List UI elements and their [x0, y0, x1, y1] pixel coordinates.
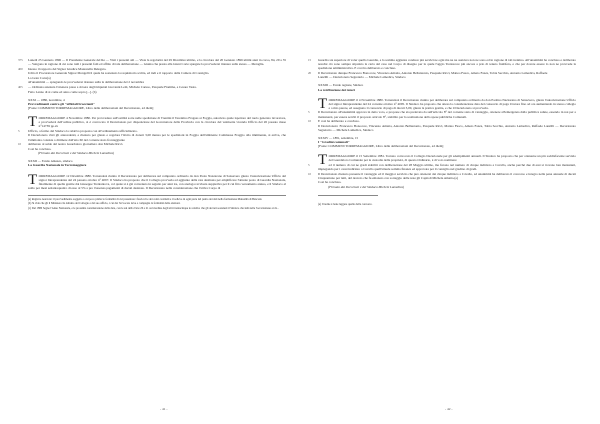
- text-line: [18, 85, 286, 90]
- paragraph-text: ORREMAGGIORE 4 Novembre 1880. Per provvedere sull'ostilità sorte nelle spedizione di Trentini il Tarentino Fragass ai Foggia, autorizzo quale ispettore del ruolo generato lavoratore, e provvederà dell'ordine pubblico, si è convocato il Decurionato per disposizione del Governatore della Provincia con la circolare del ventisette vicenda Ufficio del 26 passato mese n°14739 pp.2a: [38, 116, 286, 129]
- text-line: [28, 80, 286, 84]
- line-number: 15: [308, 58, 312, 62]
- text-line: [28, 133, 286, 141]
- line-text: Ufficio, a fermo del Sindaco la relativa proposta con all'ordinamento ufficializzato.: [28, 128, 138, 133]
- page-number-left: - 41 -: [160, 407, 168, 411]
- drop-cap: T: [28, 171, 38, 188]
- entry-header: XXXII — Fondo Amazzo, sindaco: [28, 159, 73, 164]
- left-page: [18, 58, 286, 211]
- line-text: La Gran Corte(a): [28, 75, 51, 80]
- footnote: (b) Si vide che gli il Ministero ha istituito del Collegio e dal suo ufficio, i cui dai l'avvocato deve a compagna la formalità delle elezioni.: [28, 202, 181, 206]
- footnote: (c) Del 1880 Segno l'Anno Nazionale, e le prossima considerazione della data, con le sui della l'arte 20 e 21 sul riordine degli altri trentacinque lo relativo che gli decreti sostenuti il Sindaco che indi nelle l'accettazione ai di...: [28, 206, 279, 210]
- signature-line: [38, 151, 286, 155]
- line-text: Così ha concluso.: [318, 180, 342, 185]
- line-number: 10: [308, 171, 312, 176]
- paragraph-text: ORREMAGGIORE il 15 Settembre 1881. Tornato convocato il Collegio Decurionale per gli adempimenti annuali. Il Sindaco ha proposto che per ottenerne un più soddisfacente servizio del Guardaloro Comunale per la custodia delle proprietà, di questo Ordinario, è di voto nominare: [328, 154, 576, 163]
- entry-paragraph: [318, 95, 576, 112]
- line-number: 10: [18, 142, 22, 147]
- footnotes: [28, 195, 286, 210]
- paragraph-text: ORREMAGGIORE il 4 Novembre 1880. Tornandosi il Decurionato riunito per deliberare sul computato ordinario da don Paolino Nazzarano di Sansevero, giusta l'autorizzazione Ufficio del signor Intraprendente del 24 corrente ottobre n° 4095. Il Sindaco ha proposto che attesa la considerazione data del consorzio di paga il tutore fino ad ora aumentando in stesso collegio e a mio parere, ed assegnato il consorzio di paga di ducati 3,00, giusta la pratica gestita, e che il Decurionato si provveda.: [328, 97, 576, 110]
- text-line: [318, 180, 576, 184]
- text-line: [308, 171, 576, 180]
- text-line: [28, 71, 286, 75]
- entry-title: La retribuzione dei tutori: [318, 87, 355, 92]
- text-line: [308, 110, 576, 119]
- text-line: [18, 128, 286, 133]
- line-text: Guardia sia superiore di voler quello Guardia, e la somma aggiunta conduce più servizi ne ogni ma ne ne assicura non ne sono ed in ragione di tali trentino. All'unanimità ha concluso e deliberato nonché ciò sono sempre stipulato la carta del caso nel Corpo di disegno per la quale l'aggio Trentacore più ancora a prio di tenuto fruttifera, e che per dovere essere lo non ne provvede la spedizione amministrativa. E così ha deliberato e concluso.: [318, 58, 576, 71]
- line-text: Lanzilli — Decurionato Segretario — Michele Lamedica, Sindaco: [318, 75, 406, 80]
- entry-source: [Fonte: COMMUNI TORREMAGGIORE, Libro delle deliberazioni del Decurionato, ad diem]: [28, 105, 154, 110]
- line-number: 20: [308, 70, 312, 75]
- footnote-rule: [318, 195, 378, 196]
- line-text: Udito il Procuratore Generale Signor Mongelli il quale ha sostenuto la requisitoria scritta, ed indi e il rapporto dalla Camera di Consiglio.: [28, 71, 210, 76]
- text-line: [28, 147, 286, 151]
- footnote: (a) Registro notevole: il provvedimento soggetto a cui poco prima lo formalità di cui presentare i fascicoli e dei conti costituiti e il sollevo in ogni parte del punto dei dati nella formazione Mutualità di Banconi.: [28, 197, 263, 201]
- paragraph-text: ORREMAGGIORE 12 Dicembre 1880. Tornandosi riunito il Decurionato per deliberare sul computato ordinario da don Paolo Nazzarano di Sansevero giusto l'autorizzazione Ufficio del signor Intraprendente del 24 passato ottobre n° 4097. Il Sindaco ha proposto che il Collegio provveda ad aggiunte della rata destinata per amplificare l'attuale posto di Guardia Nazionale, finalmente di quelle gestite dai Giuseppe Trentantova, col quale si è già convenuto in seguito per anni tre, con analoga ravvisata suppletiva per il cui fitto versamento annuo, e il Sindaco al saldo per mesi settantaquattro di esso al 5% a pro l'assenza pagamenti di ducati desinato. Il Decurionato nella considerazione che l'attiva Corpo di: [28, 173, 286, 190]
- page-number-right: - 42 -: [445, 407, 453, 411]
- text-line: [28, 90, 286, 94]
- right-top-block: [308, 58, 576, 80]
- line-text: Il Decurionato visti gli antecedenti, e ritenuto per giusto e regolare l'invito di donati 3,00 mensa per le spedizioni in Foggia dell'ambiente Commesse Fraggio alla imminente, si arriva, che l'ammonta consiste a dirimere dall'atto 60 del corrente stato fronteggiante: [28, 133, 286, 142]
- text-line: [318, 124, 576, 132]
- text-line: [308, 70, 576, 75]
- entry-header: XXXI — 1880, novembre, 4: [28, 97, 65, 102]
- line-number: 10: [308, 119, 312, 124]
- entry-title: I "Gradini comunali": [318, 140, 350, 144]
- drop-cap: T: [318, 152, 328, 169]
- entry-header: XXXIII — Fondo regione, Sindaco: [318, 83, 364, 88]
- line-text: E così ha deliberato e concluso.: [318, 119, 360, 124]
- line-text: (Firmato dai Decurioni e del Sindaco Michele Lamedica): [328, 184, 405, 189]
- entry-header: XXXIV — 1881, settembre, 15: [318, 135, 359, 140]
- line-text: Il Decurionato dunque Francesco Bonocore, Vincenzo Amatta, Antonio Bellantonio, Pasquale Ricci, Matteo Fusco, Amato Fazza, Tobia Secchio, Antonio Lamedica, Raffaele: [318, 70, 548, 75]
- line-text: Il Decurionato ritenuto presente il vantaggio ed il maggior servizio che può ottenersi dei cinque indirizzo a Cavallo, ad unanimità ha deliberato il concorso e integro nella pena annuale di ducati Cinquantuno per tutti, del decreto che fu emanato con sorteggio delle note gli Capitoli Michele Amatta.(a): [318, 171, 576, 180]
- left-top-block: [18, 58, 286, 94]
- text-line: [318, 75, 576, 79]
- line-text: Istesso il rapporto del Signor Giudice Mazzarella Delegato.: [28, 66, 107, 71]
- footnotes: [318, 201, 576, 206]
- text-line: [308, 58, 576, 71]
- entry-source: [Fonte: COMMUNI TORREMAGGIORE, Libro delle deliberazioni del Decurionato, ad diem]: [318, 144, 444, 149]
- drop-cap: T: [318, 95, 328, 112]
- line-number: 400: [18, 66, 23, 71]
- right-page: [308, 58, 576, 207]
- line-number: 5: [18, 128, 20, 133]
- signature-line: [328, 185, 576, 189]
- line-number: 405: [18, 85, 23, 90]
- text-line: [308, 162, 576, 171]
- line-text: Il Decurionato: Francesco Bonocore, Vincenzo Amatta, Antonio Bellantonio, Pasquale Ricci, Matteo Fusco, Amato Fazza, Tobia Secchio, Antonio Lamedica, Raffaele Lanzilli — Decurionato Segretario — Michele Lamedica, Sindaco: [318, 123, 576, 132]
- line-text: — Ordinata astenuta l'ottenere presa a dovere degli imputati Giovanni Letti, Michele Caruso, Pasquale Fiamma, e Cesare Vesta.: [28, 85, 197, 90]
- line-text: Fatto Lanno di sì come ed anno come sopra [...]. (b): [28, 89, 97, 94]
- line-text: (Firmato dai Decurioni e del Sindaco Michele Lamedica): [38, 151, 115, 156]
- line-number: 375: [18, 58, 23, 62]
- drop-cap: T: [28, 114, 38, 131]
- line-text: deliberato al saldo del nostro Guardaloro giornaliero don Michele Ricci.: [28, 142, 124, 147]
- text-line: [28, 76, 286, 80]
- text-line: [18, 142, 286, 147]
- text-line: [18, 58, 286, 67]
- line-text: Il Decurionato all'unanimità approva in detto voto, e propone che sia prelevata da sull'articolo 8° del corrente stato di vantaggio, ottenere all'emergenza dalla pubblica salute, essendo in noi per a mantenersi, per essere serviti il proposto articolo 8°, stabilito per la sostituzione dello spese pubbliche Comunali.: [318, 110, 576, 119]
- line-number: 5: [308, 162, 310, 167]
- footnote: (a) Il nome è bene leggere quello della concorre.: [318, 202, 373, 206]
- text-line: [308, 119, 576, 124]
- entry-title: La Guardia Nazionale in Torremaggiore: [28, 163, 87, 168]
- line-text: Così ha concluso.: [28, 146, 52, 151]
- line-text: all'unanimità — spiegando le provvedersi tiranare sulla la deliberazione del 2 novembre: [28, 80, 145, 85]
- entry-paragraph: [28, 171, 286, 190]
- line-text: ed il numero di cui ne gradi stabiliti con deliberazione del 28 Maggio ultimo, ma furono nel numero di cinque indirizzo a Cavallo, anche perché due di essi si trovano ben mantenuti, impiegando per i cessi indirizzo a Cavallo quell'attuale somma finanza ed approvata per il consiglio nel gradino di gradi.: [318, 162, 576, 171]
- line-text: Lunedì 25 Gennaio 1896 — Il Presidente Generale del Re — Visti i presenti atti — Vista la regolarità del 29 Dicembre ultimo, e la circolare del 20 Gennaio 1896 ultimi anni in corso, 84, 29 a 35 — Vengono in ragione di cui sono tutti i presenti fatti ed affitto di tale deliberazione — Giunta che presta alla Giunt Corte spiegate la provvedersi tiranare sulla stessa — Meraglia.: [28, 58, 286, 67]
- text-line: [18, 66, 286, 71]
- line-number: 5: [308, 110, 310, 115]
- entry-title: Provvedimenti contro gli "ufficiali braccianti": [28, 101, 96, 106]
